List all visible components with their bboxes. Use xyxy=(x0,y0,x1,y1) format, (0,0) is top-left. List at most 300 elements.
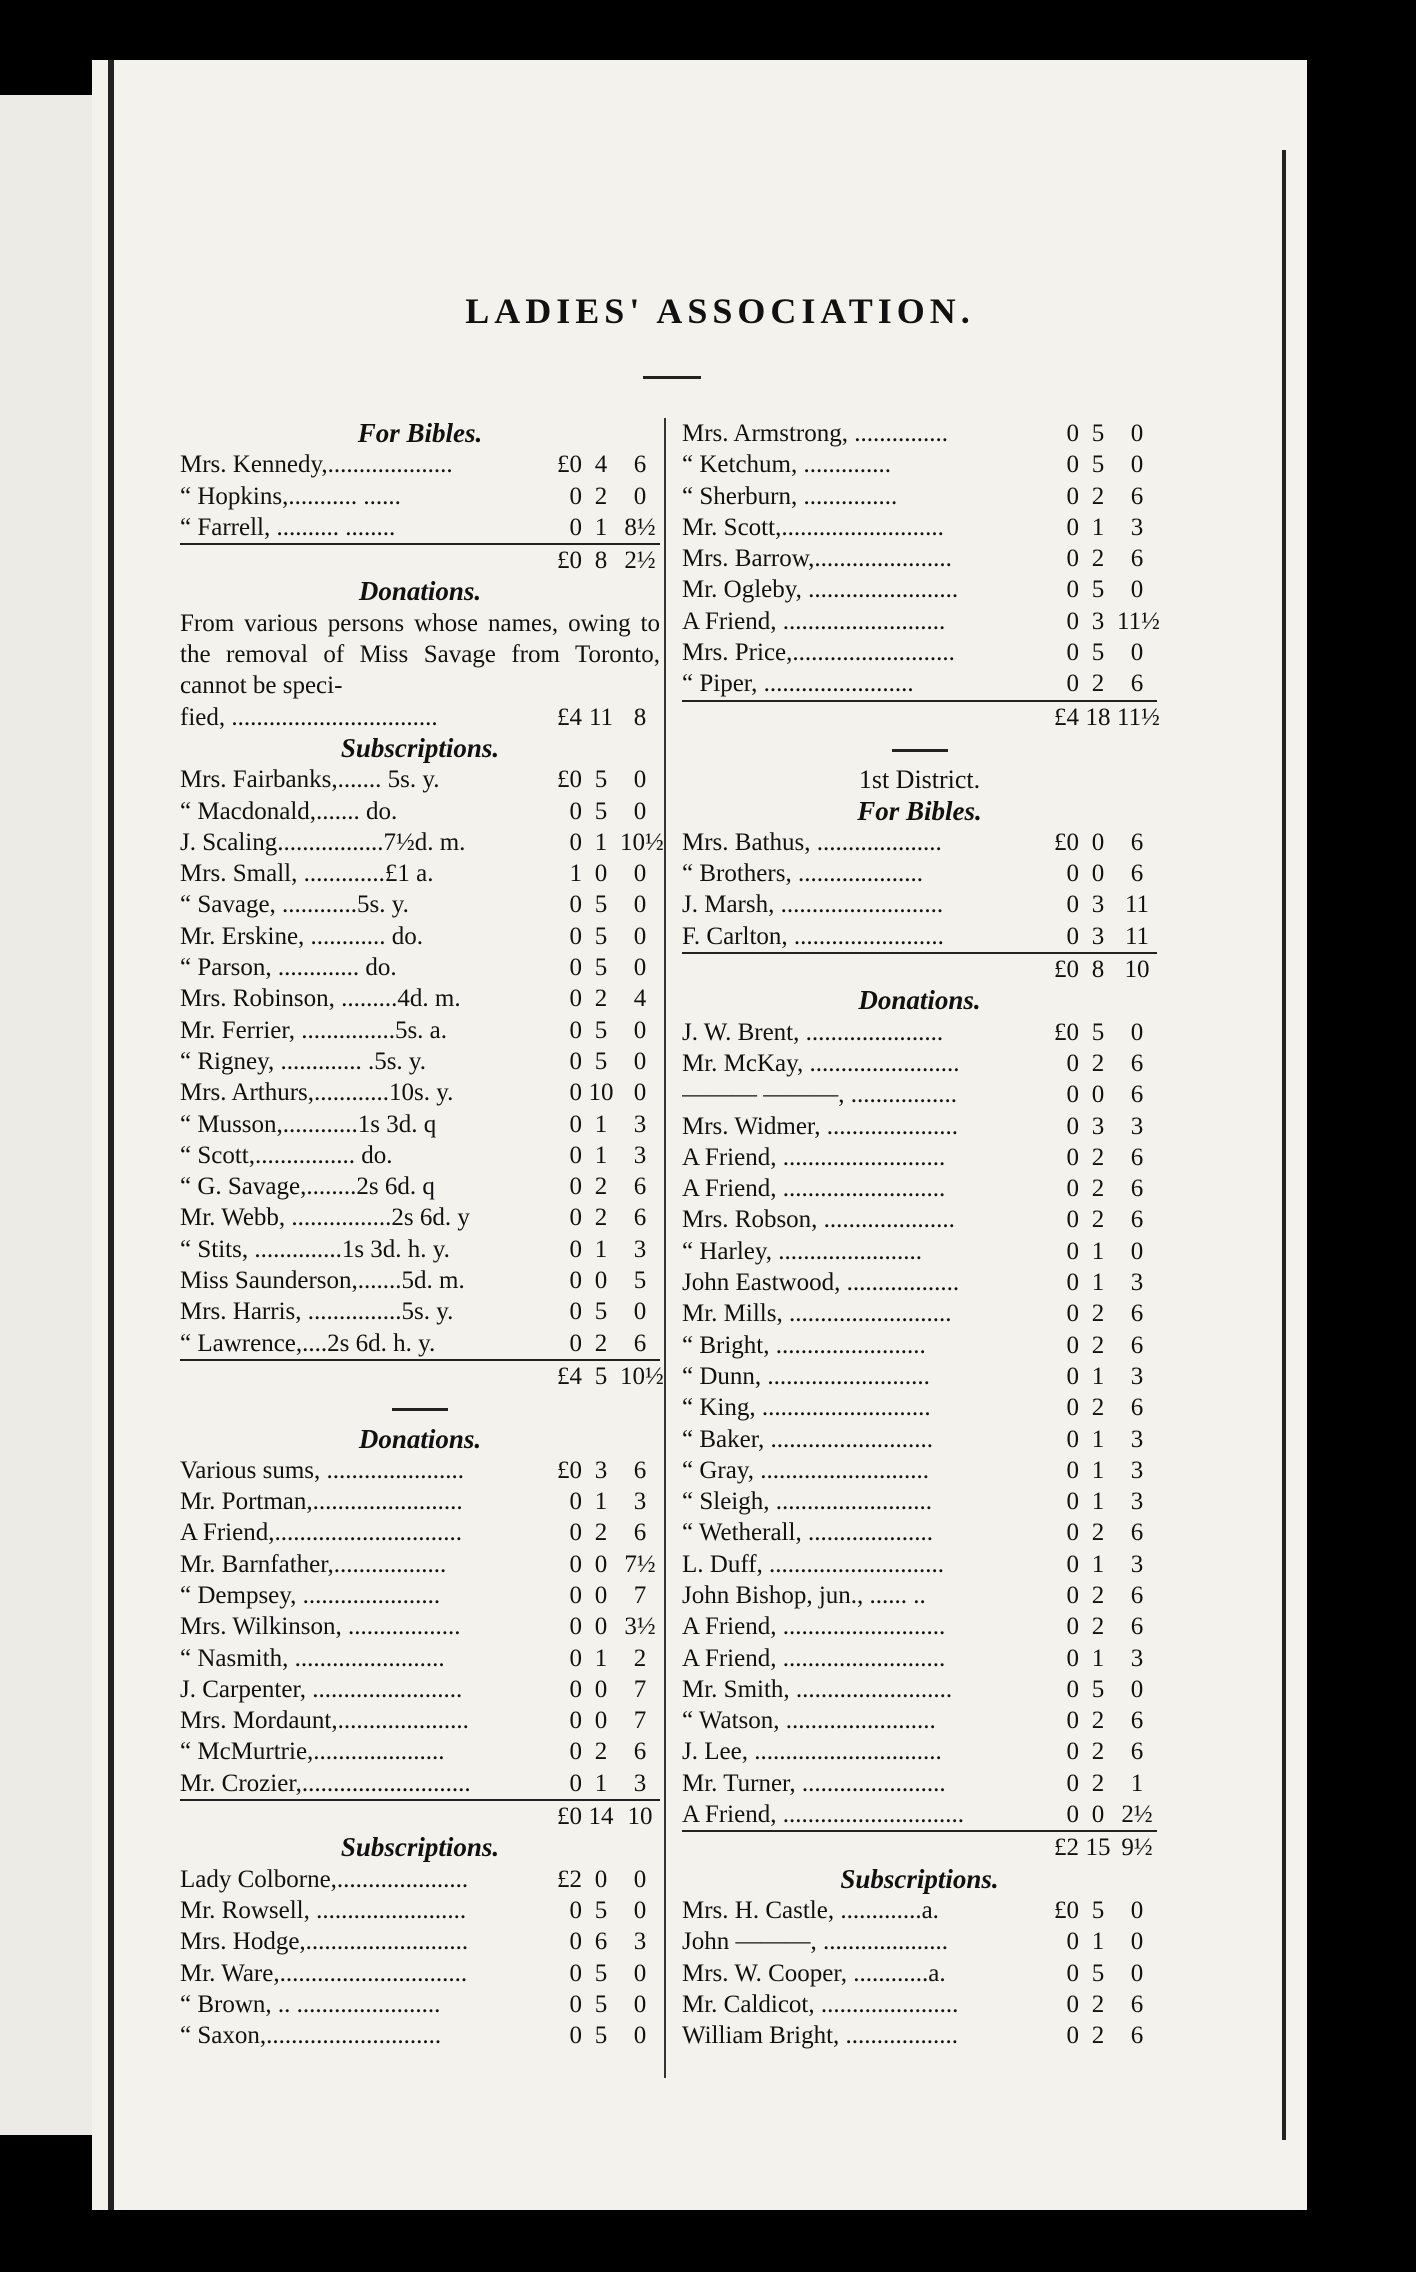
amount-cells xyxy=(540,1736,660,1767)
pence-cell: 0 xyxy=(633,1896,647,1924)
pence-cell: 6 xyxy=(1130,828,1144,856)
entry-row xyxy=(180,983,660,1014)
shillings-cell: 2 xyxy=(594,1329,608,1357)
pence-cell: 6 xyxy=(1130,1613,1144,1641)
pence-cell: 3 xyxy=(1130,1362,1144,1390)
shillings-cell: 2 xyxy=(1091,1769,1105,1797)
entry-row xyxy=(682,1549,1157,1580)
shillings-cell: 5 xyxy=(594,1362,608,1390)
entry-row xyxy=(682,1736,1157,1767)
pounds-cell: 0 xyxy=(1066,1769,1079,1797)
shillings-cell: 1 xyxy=(594,828,608,856)
shillings-cell: 5 xyxy=(594,1990,608,2018)
shillings-cell: 0 xyxy=(594,1675,608,1703)
pounds-cell: 0 xyxy=(1066,1269,1079,1297)
amount-cells xyxy=(540,1864,660,1895)
entry-label: A Friend, .......................... xyxy=(682,1613,946,1641)
entry-row xyxy=(682,1799,1157,1830)
pounds-cell: 0 xyxy=(569,1141,582,1169)
pounds-cell: 0 xyxy=(569,828,582,856)
pounds-cell: 0 xyxy=(1066,1675,1079,1703)
amount-cells xyxy=(1037,702,1160,733)
pence-cell: 0 xyxy=(1130,451,1144,479)
amount-cells xyxy=(1037,1705,1157,1736)
section-heading: For Bibles. xyxy=(857,795,982,826)
amount-cells xyxy=(540,1140,660,1171)
shillings-cell: 0 xyxy=(594,860,608,888)
shillings-cell: 2 xyxy=(1091,1331,1105,1359)
entry-label: Mrs. Wilkinson, .................. xyxy=(180,1613,461,1641)
shillings-cell: 8 xyxy=(594,547,608,575)
pence-cell: 6 xyxy=(1130,1707,1144,1735)
shillings-cell: 5 xyxy=(594,1959,608,1987)
entry-row xyxy=(180,1296,660,1327)
pence-cell: 0 xyxy=(1130,576,1144,604)
pounds-cell: £0 xyxy=(1054,1018,1079,1046)
entry-label: F. Carlton, ........................ xyxy=(682,922,944,950)
shillings-cell: 2 xyxy=(1091,1206,1105,1234)
entry-row xyxy=(180,1046,660,1077)
total-row xyxy=(180,1359,664,1392)
pence-cell: 0 xyxy=(1130,1959,1144,1987)
shillings-cell: 5 xyxy=(1091,420,1105,447)
pence-cell: 6 xyxy=(1130,860,1144,888)
amount-cells xyxy=(1037,574,1157,605)
entry-row xyxy=(682,1017,1157,1048)
amount-cells xyxy=(540,1611,660,1642)
entry-label: Mr. Portman,........................ xyxy=(180,1488,463,1516)
pounds-cell: 0 xyxy=(1066,1990,1079,2018)
amount-cells xyxy=(540,796,660,827)
pence-cell: 6 xyxy=(633,1456,647,1484)
pounds-cell: 0 xyxy=(1066,670,1079,698)
entry-row xyxy=(180,702,660,733)
column-divider xyxy=(664,418,666,2078)
pence-cell: 6 xyxy=(1130,1175,1144,1203)
pounds-cell: 0 xyxy=(1066,1550,1079,1578)
amount-cells xyxy=(1037,1079,1157,1110)
amount-cells xyxy=(1037,606,1160,637)
entry-row xyxy=(180,1202,660,1233)
entry-label: Mr. McKay, ........................ xyxy=(682,1049,960,1077)
amount-cells xyxy=(1037,1298,1157,1329)
section-heading: Donations. xyxy=(358,576,482,607)
pence-cell: 7 xyxy=(633,1581,647,1609)
amount-cells xyxy=(540,1895,660,1926)
entry-label: A Friend, .......................... xyxy=(682,1644,946,1672)
shillings-cell: 10 xyxy=(588,1079,614,1107)
entry-label: Miss Saunderson,.......5d. m. xyxy=(180,1267,465,1295)
entry-row xyxy=(180,449,660,480)
amount-cells xyxy=(1037,1048,1157,1079)
entry-row xyxy=(682,827,1157,858)
pounds-cell: £2 xyxy=(557,1865,582,1893)
pounds-cell: 0 xyxy=(1066,1644,1079,1672)
shillings-cell: 2 xyxy=(1091,1394,1105,1422)
amount-cells xyxy=(540,1109,660,1140)
entry-row xyxy=(180,1517,660,1548)
shillings-cell: 5 xyxy=(1091,1675,1105,1703)
amount-cells xyxy=(540,1517,660,1548)
section-heading: Subscriptions. xyxy=(340,732,500,763)
shillings-cell: 5 xyxy=(1091,1959,1105,1987)
entry-row xyxy=(180,827,664,858)
shillings-cell: 1 xyxy=(594,1644,608,1672)
entry-label: Lady Colborne,..................... xyxy=(180,1865,469,1893)
amount-cells xyxy=(1037,1580,1157,1611)
entry-row xyxy=(682,449,1157,480)
entry-label: “ Dempsey, ...................... xyxy=(180,1581,441,1609)
entry-label: Mr. Rowsell, ........................ xyxy=(180,1896,467,1924)
amount-cells xyxy=(540,1674,660,1705)
entry-row xyxy=(180,1265,660,1296)
entry-label: Mrs. Bathus, .................... xyxy=(682,828,942,856)
entry-row xyxy=(682,1486,1157,1517)
left-column xyxy=(180,418,664,2051)
amount-cells xyxy=(540,1171,660,1202)
pence-cell: 3 xyxy=(1130,1644,1144,1672)
entry-label: “ Brothers, .................... xyxy=(682,860,923,888)
shillings-cell: 1 xyxy=(1091,1362,1105,1390)
entry-row xyxy=(682,1048,1157,1079)
pence-cell: 5 xyxy=(633,1267,647,1295)
amount-cells xyxy=(540,1486,660,1517)
pounds-cell: 0 xyxy=(569,482,582,510)
amount-cells xyxy=(1037,512,1157,543)
entry-row xyxy=(180,1109,660,1140)
shillings-cell: 5 xyxy=(1091,639,1105,667)
entry-label: Mr. Erskine, ............ do. xyxy=(180,922,424,950)
amount-cells xyxy=(540,1643,660,1674)
shillings-cell: 5 xyxy=(594,922,608,950)
shillings-cell: 1 xyxy=(594,1141,608,1169)
pounds-cell: 0 xyxy=(1066,1519,1079,1547)
amount-cells xyxy=(540,1705,660,1736)
entry-row xyxy=(180,858,660,889)
shillings-cell: 1 xyxy=(594,1235,608,1263)
pence-cell: 6 xyxy=(1130,1143,1144,1171)
pounds-cell: 0 xyxy=(1066,1456,1079,1484)
shillings-cell: 0 xyxy=(594,1581,608,1609)
pence-cell: 0 xyxy=(1130,420,1144,447)
entry-row xyxy=(180,1643,660,1674)
entry-row xyxy=(180,1611,660,1642)
entry-row xyxy=(682,606,1160,637)
amount-cells xyxy=(540,702,660,733)
entry-label: “ Scott,................ do. xyxy=(180,1141,393,1169)
amount-cells xyxy=(540,1768,660,1799)
amount-cells xyxy=(1037,1736,1157,1767)
pounds-cell: £4 xyxy=(557,703,582,731)
entry-label: J. Lee, .............................. xyxy=(682,1738,942,1766)
entry-row xyxy=(682,1611,1157,1642)
pence-cell: 6 xyxy=(1130,545,1144,573)
pounds-cell: 0 xyxy=(569,891,582,919)
pence-cell: 3 xyxy=(1130,1112,1144,1140)
pence-cell: 0 xyxy=(1130,639,1144,667)
entry-row xyxy=(682,418,1157,449)
pounds-cell: 0 xyxy=(569,1204,582,1232)
pence-cell: 6 xyxy=(633,1738,647,1766)
amount-cells xyxy=(540,1549,660,1580)
entry-label: A Friend,.............................. xyxy=(180,1519,462,1547)
entry-row xyxy=(682,1517,1157,1548)
pence-cell: 4 xyxy=(633,985,647,1013)
amount-cells xyxy=(1037,921,1157,952)
entry-row xyxy=(180,889,660,920)
amount-cells xyxy=(540,889,660,920)
entry-row xyxy=(682,1958,1157,1989)
pence-cell: 8½ xyxy=(624,513,656,541)
entry-label: “ Savage, ............5s. y. xyxy=(180,891,409,919)
amount-cells xyxy=(1037,1517,1157,1548)
entry-label: Mrs. Mordaunt,..................... xyxy=(180,1707,469,1735)
entry-label: Mrs. Robinson, .........4d. m. xyxy=(180,985,461,1013)
pence-cell: 0 xyxy=(633,2022,647,2050)
pence-cell: 7½ xyxy=(624,1550,656,1578)
section-heading: Donations. xyxy=(358,1423,482,1454)
entry-row xyxy=(682,889,1157,920)
shillings-cell: 3 xyxy=(1091,1112,1105,1140)
amount-cells xyxy=(540,1580,660,1611)
pence-cell: 0 xyxy=(633,954,647,982)
shillings-cell: 2 xyxy=(1091,1519,1105,1547)
amount-cells xyxy=(540,1958,660,1989)
pence-cell: 6 xyxy=(633,1519,647,1547)
entry-row xyxy=(180,1926,660,1957)
entry-label: “ Hopkins,........... ...... xyxy=(180,482,401,510)
right-column xyxy=(682,418,1160,2051)
pounds-cell: 1 xyxy=(569,860,582,888)
shillings-cell: 5 xyxy=(594,1298,608,1326)
entry-row xyxy=(682,858,1157,889)
shillings-cell: 5 xyxy=(1091,1896,1105,1924)
entry-row xyxy=(180,1328,660,1359)
pence-cell: 0 xyxy=(1130,1675,1144,1703)
amount-cells xyxy=(1037,1799,1157,1830)
pence-cell: 0 xyxy=(1130,1237,1144,1265)
amount-cells xyxy=(1037,1017,1157,1048)
entry-label: “ G. Savage,........2s 6d. q xyxy=(180,1173,435,1201)
entry-label: Mr. Barnfather,.................. xyxy=(180,1550,447,1578)
paragraph-text: From various persons whose names, owing to the removal of Miss Savage from Toronto, cannot be speci- xyxy=(180,609,660,700)
shillings-cell: 2 xyxy=(1091,1300,1105,1328)
entry-row xyxy=(682,1361,1157,1392)
entry-row xyxy=(180,764,660,795)
entry-label: Mrs. Price,.......................... xyxy=(682,639,955,667)
pounds-cell: £0 xyxy=(1054,956,1079,984)
entry-row xyxy=(180,921,660,952)
amount-cells xyxy=(540,858,660,889)
entry-row xyxy=(180,1455,660,1486)
entry-row xyxy=(682,1330,1157,1361)
entry-row xyxy=(682,1298,1157,1329)
pence-cell: 3 xyxy=(1130,1425,1144,1453)
pence-cell: 3 xyxy=(633,1110,647,1138)
amount-cells xyxy=(1037,889,1157,920)
pence-cell: 6 xyxy=(1130,1331,1144,1359)
shillings-cell: 1 xyxy=(594,1488,608,1516)
amount-cells xyxy=(1037,1111,1157,1142)
amount-cells xyxy=(1037,1832,1157,1863)
pounds-cell: 0 xyxy=(569,1079,582,1107)
amount-cells xyxy=(540,545,660,576)
entry-label: “ Parson, ............. do. xyxy=(180,954,397,982)
pence-cell: 0 xyxy=(633,860,647,888)
pence-cell: 0 xyxy=(633,1016,647,1044)
entry-label: Mrs. Arthurs,............10s. y. xyxy=(180,1079,454,1107)
pence-cell: 0 xyxy=(633,797,647,825)
pence-cell: 3 xyxy=(1130,1550,1144,1578)
pounds-cell: 0 xyxy=(569,1235,582,1263)
pounds-cell: 0 xyxy=(1066,1049,1079,1077)
pence-cell: 0 xyxy=(633,1990,647,2018)
shillings-cell: 2 xyxy=(594,482,608,510)
shillings-cell: 5 xyxy=(594,766,608,794)
shillings-cell: 18 xyxy=(1085,703,1111,731)
pence-cell: 3 xyxy=(633,1488,647,1516)
pence-cell: 6 xyxy=(633,1329,647,1357)
shillings-cell: 2 xyxy=(1091,670,1105,698)
shillings-cell: 0 xyxy=(594,1550,608,1578)
entry-label: Mr. Crozier,........................... xyxy=(180,1769,471,1797)
total-row xyxy=(682,700,1160,733)
pence-cell: 3 xyxy=(1130,1269,1144,1297)
entry-label: “ Wetherall, .................... xyxy=(682,1519,933,1547)
entry-label: “ McMurtrie,..................... xyxy=(180,1738,445,1766)
shillings-cell: 3 xyxy=(1091,607,1105,635)
amount-cells xyxy=(540,1926,660,1957)
pence-cell: 6 xyxy=(1130,1738,1144,1766)
pence-cell: 6 xyxy=(633,1204,647,1232)
shillings-cell: 5 xyxy=(1091,1018,1105,1046)
shillings-cell: 8 xyxy=(1091,956,1105,984)
entry-label: “ Baker, .......................... xyxy=(682,1425,934,1453)
shillings-cell: 0 xyxy=(1091,1801,1105,1829)
entry-label: A Friend, ............................. xyxy=(682,1801,964,1829)
amount-cells xyxy=(540,952,660,983)
pounds-cell: £0 xyxy=(557,1803,582,1831)
entry-label: Mrs. Widmer, ..................... xyxy=(682,1112,958,1140)
entry-label: Mrs. Barrow,...................... xyxy=(682,545,952,573)
pounds-cell: 0 xyxy=(1066,891,1079,919)
pounds-cell: 0 xyxy=(1066,576,1079,604)
pence-cell: 7 xyxy=(633,1707,647,1735)
pounds-cell: 0 xyxy=(1066,451,1079,479)
pence-cell: 8 xyxy=(633,703,647,731)
amount-cells xyxy=(1037,2020,1157,2051)
shillings-cell: 5 xyxy=(594,2022,608,2050)
entry-label: “ Nasmith, ........................ xyxy=(180,1644,445,1672)
amount-cells xyxy=(1037,543,1157,574)
amount-cells xyxy=(1037,1455,1157,1486)
entry-label: Mrs. Robson, ..................... xyxy=(682,1206,955,1234)
entry-label: ——— ———, ................. xyxy=(682,1081,957,1109)
entry-row xyxy=(180,1234,660,1265)
page-title: LADIES' ASSOCIATION. xyxy=(465,291,975,331)
shillings-cell: 14 xyxy=(588,1803,614,1831)
pounds-cell: 0 xyxy=(1066,545,1079,573)
pence-cell: 2½ xyxy=(1121,1801,1153,1829)
entry-row xyxy=(682,1079,1157,1110)
entry-label: “ Brown, .. ....................... xyxy=(180,1990,441,2018)
entry-row xyxy=(180,1077,660,1108)
entry-row xyxy=(180,1486,660,1517)
amount-cells xyxy=(540,1265,660,1296)
pounds-cell: 0 xyxy=(1066,1707,1079,1735)
entry-label: “ Lawrence,....2s 6d. h. y. xyxy=(180,1329,436,1357)
shillings-cell: 2 xyxy=(1091,1175,1105,1203)
pence-cell: 6 xyxy=(1130,1300,1144,1328)
entry-label: J. Scaling.................7½d. m. xyxy=(180,828,466,856)
entry-label: John Bishop, jun., ...... .. xyxy=(682,1581,926,1609)
pounds-cell: 0 xyxy=(1066,1581,1079,1609)
entry-row xyxy=(180,1958,660,1989)
entry-row xyxy=(180,512,660,543)
pounds-cell: 0 xyxy=(569,1110,582,1138)
pence-cell: 10½ xyxy=(620,1362,664,1390)
pence-cell: 3½ xyxy=(624,1613,656,1641)
shillings-cell: 1 xyxy=(1091,1550,1105,1578)
amount-cells xyxy=(540,1328,660,1359)
entry-label: Mr. Smith, ......................... xyxy=(682,1675,953,1703)
entry-row xyxy=(180,1580,660,1611)
amount-cells xyxy=(540,2020,660,2051)
pounds-cell: 0 xyxy=(569,1267,582,1295)
pence-cell: 6 xyxy=(1130,1394,1144,1422)
pounds-cell: £2 xyxy=(1054,1834,1079,1862)
pounds-cell: 0 xyxy=(569,1550,582,1578)
pence-cell: 0 xyxy=(633,1047,647,1075)
pounds-cell: 0 xyxy=(1066,1488,1079,1516)
entry-row xyxy=(180,1989,660,2020)
amount-cells xyxy=(540,1202,660,1233)
shillings-cell: 2 xyxy=(1091,2022,1105,2050)
amount-cells xyxy=(1037,858,1157,889)
amount-cells xyxy=(540,1046,660,1077)
pounds-cell: £0 xyxy=(557,766,582,794)
shillings-cell: 2 xyxy=(594,1738,608,1766)
entry-row xyxy=(682,543,1157,574)
page-right-edge xyxy=(1282,150,1286,2140)
page-spine-line xyxy=(108,60,114,2210)
shillings-cell: 1 xyxy=(1091,1456,1105,1484)
shillings-cell: 2 xyxy=(1091,1049,1105,1077)
entry-label: Mrs. H. Castle, .............a. xyxy=(682,1896,939,1924)
entry-label: “ Sherburn, ............... xyxy=(682,482,898,510)
pence-cell: 6 xyxy=(633,1173,647,1201)
total-row xyxy=(682,952,1157,985)
title-rule xyxy=(643,376,701,379)
amount-cells xyxy=(1037,1643,1157,1674)
shillings-cell: 2 xyxy=(1091,1707,1105,1735)
entry-row xyxy=(682,1989,1157,2020)
pounds-cell: 0 xyxy=(569,1488,582,1516)
shillings-cell: 5 xyxy=(594,891,608,919)
entry-label: J. Carpenter, ........................ xyxy=(180,1675,463,1703)
amount-cells xyxy=(1037,1392,1157,1423)
amount-cells xyxy=(1037,827,1157,858)
shillings-cell: 1 xyxy=(1091,1425,1105,1453)
entry-label: Various sums, ...................... xyxy=(180,1456,465,1484)
entry-row xyxy=(682,1173,1157,1204)
entry-label: A Friend, .......................... xyxy=(682,1143,946,1171)
pounds-cell: 0 xyxy=(569,1769,582,1797)
section-separator xyxy=(682,733,1157,764)
shillings-cell: 1 xyxy=(1091,1237,1105,1265)
pounds-cell: 0 xyxy=(1066,2022,1079,2050)
pence-cell: 10 xyxy=(1124,956,1150,984)
